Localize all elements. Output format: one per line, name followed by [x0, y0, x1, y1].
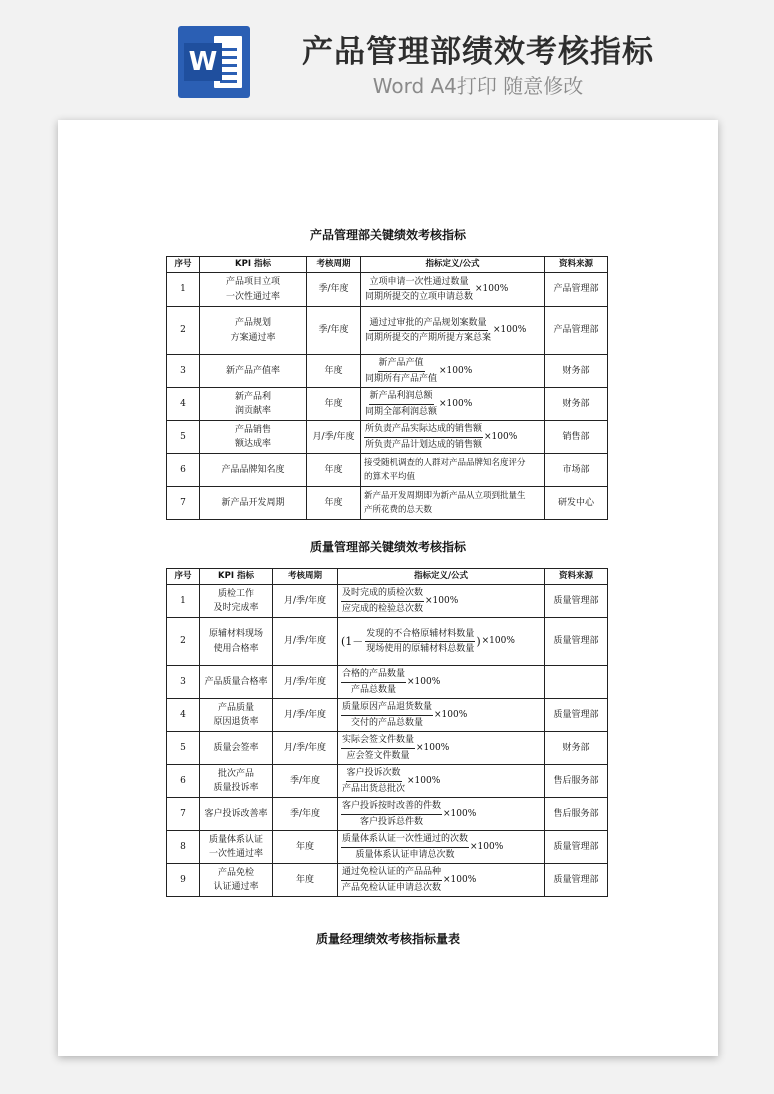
kpi-definition [338, 732, 545, 765]
kpi-name-line: 质量投诉率 [213, 783, 259, 793]
formula-numerator: 新产品产值 [378, 356, 425, 371]
kpi-name-line: 新产品开发周期 [221, 497, 285, 508]
kpi-name [200, 699, 273, 732]
formula [364, 422, 517, 452]
row-number: 2 [167, 307, 200, 355]
column-header: KPI 指标 [200, 257, 307, 273]
formula-numerator: 质量体系认证一次性通过的次数 [341, 832, 469, 847]
formula-multiplier: ×100% [493, 325, 527, 336]
kpi-name-line: 一次性通过率 [208, 849, 263, 859]
table-row [167, 487, 608, 520]
data-source: 质量管理部 [545, 585, 608, 618]
formula [341, 865, 476, 895]
kpi-name [200, 618, 273, 666]
formula-numerator: 新产品利润总额 [369, 389, 434, 404]
formula [341, 627, 515, 657]
formula-multiplier: ×100% [481, 636, 515, 647]
header-banner [0, 0, 774, 118]
kpi-definition [338, 864, 545, 897]
formula-denominator: 应会签文件数量 [346, 750, 410, 761]
formula-multiplier: ×100% [439, 398, 473, 409]
kpi-name-line: 方案通过率 [230, 332, 276, 343]
kpi-name-line: 质检工作 [217, 588, 254, 599]
table-row [167, 273, 608, 307]
formula-suffix: ) [476, 634, 481, 648]
kpi-name [200, 798, 273, 831]
assessment-period: 月/季/年度 [273, 618, 338, 666]
fraction [341, 733, 415, 763]
data-source [545, 666, 608, 699]
kpi-definition [361, 355, 545, 388]
formula-numerator: 发现的不合格原辅材料数量 [365, 627, 475, 642]
assessment-period: 年度 [307, 355, 361, 388]
formula-numerator: 通过免检认证的产品品种 [341, 865, 442, 880]
assessment-period: 年度 [273, 831, 338, 864]
table-row [167, 864, 608, 897]
word-letter: W [184, 43, 222, 81]
kpi-definition [361, 307, 545, 355]
definition-text-line: 产所花费的总天数 [364, 505, 433, 515]
assessment-period: 月/季/年度 [273, 732, 338, 765]
kpi-name-line: 产品销售 [234, 424, 271, 435]
data-source: 质量管理部 [545, 699, 608, 732]
formula-denominator: 交付的产品总数量 [351, 717, 424, 728]
table-header-row [167, 257, 608, 273]
kpi-name-line: 原因退货率 [213, 717, 259, 727]
formula-numerator: 通过过审批的产品规划案数量 [369, 316, 488, 331]
row-number: 1 [167, 585, 200, 618]
formula-prefix: (1－ [341, 634, 364, 648]
table-row [167, 765, 608, 798]
table-row [167, 732, 608, 765]
kpi-definition [338, 765, 545, 798]
data-source: 财务部 [545, 355, 608, 388]
formula-numerator: 立项申请一次性通过数量 [369, 275, 470, 290]
table-row [167, 798, 608, 831]
formula-numerator: 及时完成的质检次数 [341, 586, 424, 601]
definition-text-line: 接受随机调查的人群对产品品牌知名度评分 [364, 457, 526, 468]
table-row [167, 355, 608, 388]
kpi-name-line: 新产品利 [234, 391, 271, 402]
kpi-definition [361, 388, 545, 421]
kpi-name-line: 客户投诉改善率 [204, 808, 268, 819]
formula-multiplier: ×100% [470, 841, 504, 852]
kpi-definition [361, 454, 545, 487]
kpi-definition [361, 273, 545, 307]
kpi-definition [338, 618, 545, 666]
section-title-product: 产品管理部关键绩效考核指标 [309, 228, 466, 242]
assessment-period: 年度 [307, 388, 361, 421]
formula-multiplier: ×100% [443, 808, 477, 819]
row-number: 7 [167, 798, 200, 831]
formula [341, 766, 440, 796]
formula [364, 356, 472, 386]
document-subtitle: Word A4打印 随意修改 [372, 74, 584, 98]
column-header: 资料来源 [545, 257, 608, 273]
fraction [364, 422, 483, 452]
column-header: 考核周期 [273, 569, 338, 585]
kpi-name-line: 产品质量 [217, 702, 254, 713]
formula-multiplier: ×100% [434, 709, 468, 720]
formula-denominator: 客户投诉总件数 [360, 816, 424, 827]
formula-denominator: 质量体系认证申请总次数 [355, 849, 455, 860]
formula-denominator: 同期全部利润总额 [365, 406, 438, 417]
data-source: 产品管理部 [545, 307, 608, 355]
kpi-name-line: 润贡献率 [234, 406, 271, 416]
assessment-period: 年度 [307, 487, 361, 520]
assessment-period: 季/年度 [307, 307, 361, 355]
assessment-period: 季/年度 [273, 765, 338, 798]
data-source: 质量管理部 [545, 618, 608, 666]
word-icon [178, 26, 250, 98]
kpi-definition [361, 487, 545, 520]
assessment-period: 季/年度 [307, 273, 361, 307]
formula-multiplier: ×100% [407, 775, 441, 786]
table-row [167, 666, 608, 699]
document-title: 产品管理部绩效考核指标 [302, 34, 654, 70]
fraction [341, 586, 424, 616]
kpi-name [200, 388, 307, 421]
formula-denominator: 产品免检认证申请总次数 [342, 882, 442, 893]
kpi-name-line: 额达成率 [234, 439, 271, 449]
assessment-period: 月/季/年度 [273, 585, 338, 618]
fraction [341, 766, 406, 796]
kpi-name-line: 产品免检 [217, 867, 254, 878]
kpi-name [200, 864, 273, 897]
row-number: 6 [167, 765, 200, 798]
formula [364, 316, 526, 346]
column-header: 考核周期 [307, 257, 361, 273]
kpi-definition [361, 421, 545, 454]
kpi-definition [338, 831, 545, 864]
kpi-definition [338, 585, 545, 618]
data-source: 销售部 [545, 421, 608, 454]
assessment-period: 月/季/年度 [307, 421, 361, 454]
data-source: 财务部 [545, 388, 608, 421]
assessment-period: 月/季/年度 [273, 699, 338, 732]
fraction [365, 627, 475, 657]
row-number: 8 [167, 831, 200, 864]
formula-denominator: 产品总数量 [351, 684, 397, 695]
kpi-name-line: 原辅材料现场 [208, 629, 263, 640]
data-source: 产品管理部 [545, 273, 608, 307]
table-row [167, 831, 608, 864]
table-row [167, 454, 608, 487]
formula-denominator: 同期所有产品产值 [365, 373, 438, 384]
formula-multiplier: ×100% [407, 676, 441, 687]
fraction [364, 356, 438, 386]
row-number: 9 [167, 864, 200, 897]
table-row [167, 585, 608, 618]
kpi-name [200, 732, 273, 765]
formula [341, 832, 503, 862]
kpi-name-line: 产品质量合格率 [204, 676, 268, 687]
table-header-row [167, 569, 608, 585]
formula [364, 389, 472, 419]
kpi-name-line: 产品规划 [234, 318, 271, 329]
row-number: 5 [167, 732, 200, 765]
fraction [364, 275, 474, 305]
kpi-name-line: 批次产品 [217, 768, 254, 779]
kpi-name-line: 认证通过率 [213, 882, 259, 892]
fraction [364, 316, 492, 346]
assessment-period: 季/年度 [273, 798, 338, 831]
formula-denominator: 现场使用的原辅材料总数量 [366, 644, 475, 654]
fraction [341, 700, 433, 730]
kpi-name [200, 666, 273, 699]
row-number: 5 [167, 421, 200, 454]
data-source: 售后服务部 [545, 798, 608, 831]
data-source: 市场部 [545, 454, 608, 487]
product-kpi-table [166, 256, 608, 520]
formula-denominator: 同期所提交的产期所提方案总案 [365, 333, 492, 343]
row-number: 3 [167, 666, 200, 699]
column-header: 指标定义/公式 [338, 569, 545, 585]
definition-text-line: 新产品开发周期即为新产品从立项到批量生 [364, 490, 526, 501]
kpi-name-line: 及时完成率 [213, 603, 259, 613]
formula [341, 586, 458, 616]
formula-numerator: 客户投诉次数 [346, 766, 402, 781]
kpi-name-line: 质量体系认证 [208, 834, 263, 845]
formula [341, 733, 449, 763]
column-header: 序号 [167, 569, 200, 585]
formula-multiplier: ×100% [439, 365, 473, 376]
column-header: 序号 [167, 257, 200, 273]
formula-multiplier: ×100% [443, 874, 477, 885]
row-number: 2 [167, 618, 200, 666]
quality-kpi-table [166, 568, 608, 897]
assessment-period: 年度 [273, 864, 338, 897]
formula-numerator: 所负责产品实际达成的销售额 [364, 422, 483, 437]
formula-multiplier: ×100% [425, 595, 459, 606]
formula-numerator: 质量原因产品退货数量 [341, 700, 433, 715]
kpi-name [200, 307, 307, 355]
row-number: 3 [167, 355, 200, 388]
fraction [341, 667, 406, 697]
data-source: 财务部 [545, 732, 608, 765]
column-header: KPI 指标 [200, 569, 273, 585]
formula-multiplier: ×100% [475, 284, 509, 295]
kpi-name-line: 一次性通过率 [225, 291, 280, 302]
column-header: 指标定义/公式 [361, 257, 545, 273]
kpi-name [200, 355, 307, 388]
section-title-quality-manager: 质量经理绩效考核指标量表 [315, 932, 460, 946]
kpi-name-line: 新产品产值率 [225, 365, 280, 376]
fraction [341, 865, 442, 895]
row-number: 4 [167, 388, 200, 421]
formula-multiplier: ×100% [484, 431, 518, 442]
formula-denominator: 应完成的检验总次数 [342, 603, 424, 614]
assessment-period: 月/季/年度 [273, 666, 338, 699]
data-source: 售后服务部 [545, 765, 608, 798]
row-number: 7 [167, 487, 200, 520]
kpi-name [200, 831, 273, 864]
assessment-period: 年度 [307, 454, 361, 487]
fraction [341, 832, 469, 862]
formula-denominator: 所负责产品计划达成的销售额 [365, 439, 483, 450]
kpi-name-line: 产品品牌知名度 [221, 464, 285, 475]
formula [341, 700, 467, 730]
kpi-name-line: 使用合格率 [213, 643, 259, 654]
data-source: 质量管理部 [545, 831, 608, 864]
kpi-name-line: 产品项目立项 [225, 277, 280, 288]
kpi-name [200, 454, 307, 487]
kpi-name [200, 421, 307, 454]
kpi-definition [338, 666, 545, 699]
kpi-name [200, 273, 307, 307]
kpi-name [200, 487, 307, 520]
kpi-name [200, 765, 273, 798]
formula [341, 667, 440, 697]
table-row [167, 388, 608, 421]
section-title-quality: 质量管理部关键绩效考核指标 [309, 540, 466, 554]
formula-numerator: 客户投诉按时改善的件数 [341, 799, 442, 814]
data-source: 研发中心 [545, 487, 608, 520]
formula [341, 799, 476, 829]
row-number: 4 [167, 699, 200, 732]
kpi-name-line: 质量会签率 [213, 742, 259, 753]
formula-denominator: 同期所提交的立项申请总数 [365, 292, 474, 302]
fraction [364, 389, 438, 419]
row-number: 6 [167, 454, 200, 487]
table-row [167, 307, 608, 355]
formula-numerator: 合格的产品数量 [341, 667, 406, 682]
fraction [341, 799, 442, 829]
table-row [167, 618, 608, 666]
data-source: 质量管理部 [545, 864, 608, 897]
kpi-definition [338, 699, 545, 732]
formula-numerator: 实际会签文件数量 [341, 733, 415, 748]
row-number: 1 [167, 273, 200, 307]
formula [364, 275, 508, 305]
table-row [167, 699, 608, 732]
kpi-name [200, 585, 273, 618]
column-header: 资料来源 [545, 569, 608, 585]
kpi-definition [338, 798, 545, 831]
table-row [167, 421, 608, 454]
document-page [58, 120, 718, 1056]
formula-denominator: 产品出货总批次 [342, 783, 406, 794]
definition-text-line: 的算术平均值 [364, 472, 416, 482]
formula-multiplier: ×100% [416, 742, 450, 753]
